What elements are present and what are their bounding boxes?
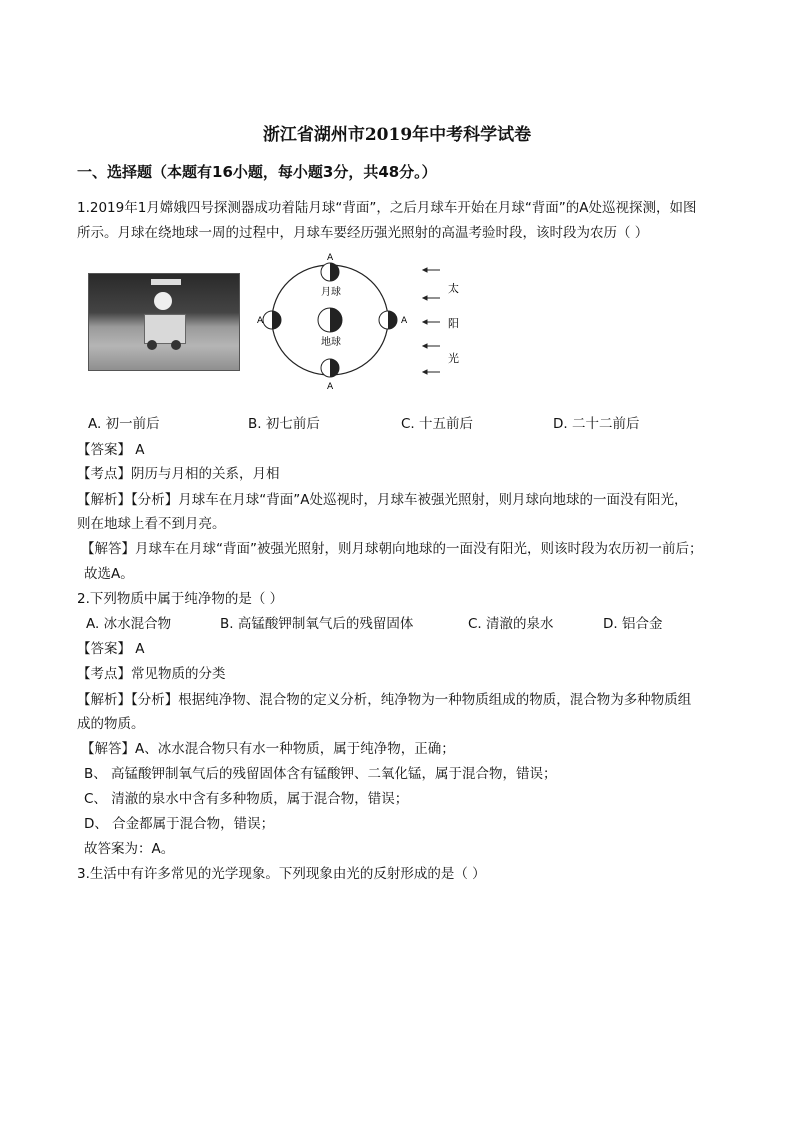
q2-analysis-line2: 成的物质。	[77, 716, 145, 732]
moon-label: 月球	[321, 287, 341, 298]
q1-kaodian: 【考点】阴历与月相的关系，月相	[77, 466, 280, 482]
q1-stem-line1: 1.2019年1月嫦娥四号探测器成功着陆月球“背面”，之后月球车开始在月球“背面”的A处巡视探测，如图	[77, 200, 697, 216]
q2-option-c[interactable]: C. 清澈的泉水	[468, 616, 554, 632]
section-heading: 一、选择题（本题有16小题，每小题3分，共48分。）	[77, 163, 437, 181]
q2-kaodian: 【考点】常见物质的分类	[77, 666, 226, 682]
page-title: 浙江省湖州市2019年中考科学试卷	[262, 125, 532, 145]
q1-analysis-line1: 【解析】【分析】月球车在月球“背面”A处巡视时，月球车被强光照射，则月球向地球的一面没有阳光，	[77, 492, 688, 508]
svg-text:A: A	[327, 382, 334, 390]
sunlight-label-2: 阳	[448, 317, 459, 330]
q2-option-b[interactable]: B. 高锰酸钾制氧气后的残留固体	[220, 616, 414, 632]
q1-option-d[interactable]: D. 二十二前后	[553, 416, 640, 432]
q2-option-d[interactable]: D. 铝合金	[603, 616, 663, 632]
q1-option-a[interactable]: A. 初一前后	[88, 416, 160, 432]
q1-stem-line2: 所示。月球在绕地球一周的过程中，月球车要经历强光照射的高温考验时段，该时段为农历（ ）	[77, 225, 649, 241]
svg-text:A: A	[257, 316, 264, 326]
earth-icon	[318, 308, 342, 332]
q2-solution-b: B、 高锰酸钾制氧气后的残留固体含有锰酸钾、二氧化锰，属于混合物，错误；	[84, 766, 557, 782]
q2-conclusion: 故答案为：A。	[84, 841, 175, 857]
q1-option-c[interactable]: C. 十五前后	[401, 416, 474, 432]
lunar-rover-photo	[88, 273, 240, 371]
q1-solution-line2: 故选A。	[84, 566, 134, 582]
q3-stem: 3.生活中有许多常见的光学现象。下列现象由光的反射形成的是（ ）	[77, 866, 486, 882]
q2-analysis-line1: 【解析】【分析】根据纯净物、混合物的定义分析，纯净物为一种物质组成的物质，混合物为多种物质组	[77, 692, 692, 708]
q1-option-b[interactable]: B. 初七前后	[248, 416, 320, 432]
sunlight-label-3: 光	[448, 352, 459, 365]
earth-label: 地球	[321, 337, 341, 348]
q2-solution-d: D、 合金都属于混合物，错误；	[84, 816, 275, 832]
q2-answer: 【答案】 A	[77, 641, 145, 657]
q2-option-a[interactable]: A. 冰水混合物	[86, 616, 172, 632]
q1-analysis-line2: 则在地球上看不到月亮。	[77, 516, 226, 532]
q2-stem: 2.下列物质中属于纯净物的是（ ）	[77, 591, 284, 607]
svg-text:A: A	[401, 316, 408, 326]
q2-solution-a: 【解答】A、冰水混合物只有水一种物质，属于纯净物，正确；	[81, 741, 455, 757]
q1-solution-line1: 【解答】月球车在月球“背面”被强光照射，则月球朝向地球的一面没有阳光，则该时段为农历初一前后；	[81, 541, 703, 557]
svg-text:A: A	[327, 253, 334, 263]
sunlight-label-1: 太	[448, 282, 459, 295]
moon-orbit-diagram	[255, 250, 475, 390]
q1-answer: 【答案】 A	[77, 442, 145, 458]
q2-solution-c: C、 清澈的泉水中含有多种物质，属于混合物，错误；	[84, 791, 409, 807]
